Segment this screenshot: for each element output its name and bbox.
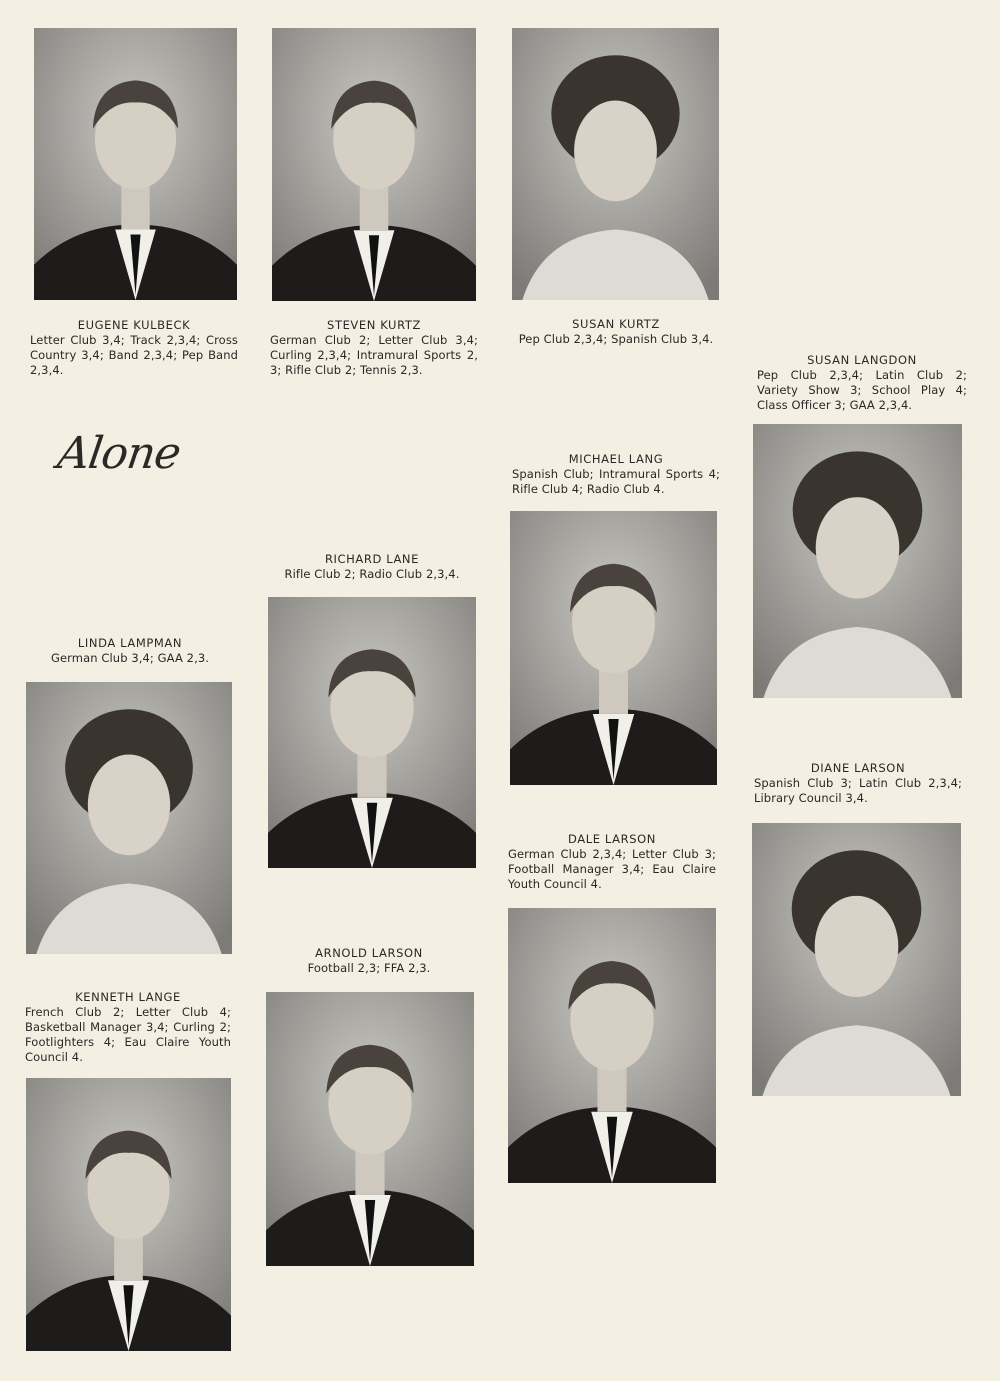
caption-michael-lang bbox=[512, 452, 720, 497]
portrait-silhouette bbox=[266, 992, 474, 1266]
portrait-silhouette bbox=[508, 908, 716, 1183]
portrait-silhouette bbox=[510, 511, 717, 785]
student-name: STEVEN KURTZ bbox=[327, 318, 421, 332]
student-activities: Pep Club 2,3,4; Spanish Club 3,4. bbox=[518, 332, 714, 346]
caption-susan-kurtz bbox=[505, 317, 727, 347]
portrait-silhouette bbox=[752, 823, 961, 1096]
portrait-eugene-kulbeck bbox=[34, 28, 237, 300]
portrait-diane-larson bbox=[752, 823, 961, 1096]
student-activities: Football 2,3; FFA 2,3. bbox=[307, 961, 431, 975]
student-activities: Letter Club 3,4; Track 2,3,4; Cross Country 3,4; Band 2,3,4; Pep Band 2,3,4. bbox=[30, 333, 238, 377]
portrait-richard-lane bbox=[268, 597, 476, 868]
caption-susan-langdon bbox=[757, 353, 967, 413]
caption-diane-larson bbox=[754, 761, 962, 806]
student-name: SUSAN LANGDON bbox=[807, 353, 917, 367]
portrait-arnold-larson bbox=[266, 992, 474, 1266]
student-name: MICHAEL LANG bbox=[568, 452, 664, 466]
student-name: DALE LARSON bbox=[568, 832, 656, 846]
portrait-silhouette bbox=[268, 597, 476, 868]
portrait-silhouette bbox=[512, 28, 719, 300]
portrait-kenneth-lange bbox=[26, 1078, 231, 1351]
student-name: KENNETH LANGE bbox=[75, 990, 181, 1004]
student-activities: French Club 2; Letter Club 4; Basketball Manager 3,4; Curling 2; Footlighters 4; Eau Claire Youth Council 4. bbox=[25, 1005, 231, 1064]
portrait-silhouette bbox=[34, 28, 237, 300]
caption-eugene-kulbeck bbox=[30, 318, 238, 378]
student-name: EUGENE KULBECK bbox=[77, 318, 191, 332]
student-activities: Rifle Club 2; Radio Club 2,3,4. bbox=[284, 567, 460, 581]
handwritten-note: Alone bbox=[54, 428, 184, 479]
portrait-dale-larson bbox=[508, 908, 716, 1183]
portrait-susan-langdon bbox=[753, 424, 962, 698]
caption-steven-kurtz bbox=[270, 318, 478, 378]
student-activities: Pep Club 2,3,4; Latin Club 2; Variety Show 3; School Play 4; Class Officer 3; GAA 2,3,4. bbox=[757, 368, 967, 412]
student-name: ARNOLD LARSON bbox=[315, 946, 423, 960]
student-activities: Spanish Club; Intramural Sports 4; Rifle Club 4; Radio Club 4. bbox=[512, 467, 720, 496]
student-activities: German Club 2,3,4; Letter Club 3; Football Manager 3,4; Eau Claire Youth Council 4. bbox=[508, 847, 716, 891]
portrait-silhouette bbox=[26, 1078, 231, 1351]
portrait-susan-kurtz bbox=[512, 28, 719, 300]
portrait-silhouette bbox=[26, 682, 232, 954]
caption-linda-lampman bbox=[20, 636, 240, 666]
student-activities: German Club 3,4; GAA 2,3. bbox=[50, 651, 210, 665]
student-name: LINDA LAMPMAN bbox=[77, 636, 183, 650]
portrait-steven-kurtz bbox=[272, 28, 476, 301]
caption-arnold-larson bbox=[258, 946, 480, 976]
student-name: RICHARD LANE bbox=[324, 552, 420, 566]
portrait-linda-lampman bbox=[26, 682, 232, 954]
portrait-silhouette bbox=[272, 28, 476, 301]
portrait-silhouette bbox=[753, 424, 962, 698]
student-name: SUSAN KURTZ bbox=[572, 317, 660, 331]
caption-dale-larson bbox=[508, 832, 716, 892]
portrait-michael-lang bbox=[510, 511, 717, 785]
caption-kenneth-lange bbox=[25, 990, 231, 1065]
caption-richard-lane bbox=[262, 552, 482, 582]
student-name: DIANE LARSON bbox=[810, 761, 906, 775]
student-activities: German Club 2; Letter Club 3,4; Curling 2,3,4; Intramural Sports 2, 3; Rifle Club 2; Tennis 2,3. bbox=[270, 333, 478, 377]
student-activities: Spanish Club 3; Latin Club 2,3,4; Library Council 3,4. bbox=[754, 776, 962, 805]
